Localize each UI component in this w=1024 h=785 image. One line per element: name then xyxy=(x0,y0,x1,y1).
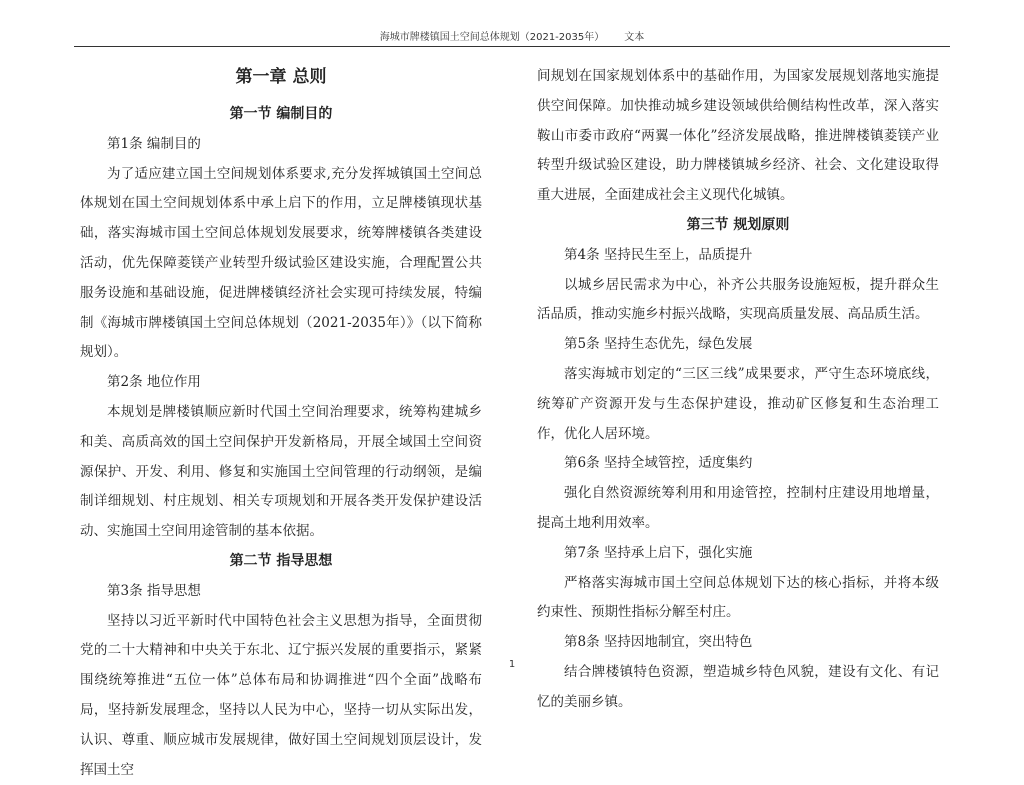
article-8-title: 第8条 坚持因地制宜，突出特色 xyxy=(564,634,753,651)
article-3-body-part2: 间规划在国家规划体系中的基础作用，为国家发展规划落地实施提供空间保障。加快推动城乡建设领域供给侧结构性改革，深入落实鞍山市委市政府“两翼一体化”经济发展战略，推进牌楼镇菱镁产业转型升级试验区建设，助力牌楼镇城乡经济、社会、文化建设取得重大进展，全面建成社会主义现代化城镇。 xyxy=(537,68,939,204)
article-3-title: 第3条 指导思想 xyxy=(107,582,201,599)
article-6-body: 强化自然资源统筹利用和用途管控，控制村庄建设用地增量，提高土地利用效率。 xyxy=(537,485,939,531)
article-1-body: 为了适应建立国土空间规划体系要求,充分发挥城镇国土空间总体规划在国土空间规划体系中承上启下的作用，立足牌楼镇现状基础，落实海城市国土空间总体规划发展要求，统筹牌楼镇各类建设活动，优先保障菱镁产业转型升级试验区建设实施，合理配置公共服务设施和基础设施，促进牌楼镇经济社会实现可持续发展，特编制《海城市牌楼镇国土空间总体规划（2021-2035年）》（以下简称规划）。 xyxy=(80,165,482,361)
article-7-body: 严格落实海城市国土空间总体规划下达的核心指标，并将本级约束性、预期性指标分解至村庄。 xyxy=(537,574,939,621)
section-title-1: 第一节 编制目的 xyxy=(229,106,333,122)
article-2-title: 第2条 地位作用 xyxy=(107,374,201,391)
article-4-title: 第4条 坚持民生至上，品质提升 xyxy=(564,246,753,263)
section-title-3: 第三节 规划原则 xyxy=(686,216,790,233)
section-title-2: 第二节 指导思想 xyxy=(229,552,333,569)
left-column xyxy=(80,62,482,785)
header-tag: 文本 xyxy=(624,32,645,43)
header-title: 海城市牌楼镇国土空间总体规划（2021-2035年） xyxy=(379,32,605,43)
article-4-body: 以城乡居民需求为中心，补齐公共服务设施短板，提升群众生活品质，推动实施乡村振兴战略，实现高质量发展、高品质生活。 xyxy=(537,276,939,323)
article-2-body: 本规划是牌楼镇顺应新时代国土空间治理要求，统筹构建城乡和美、高质高效的国土空间保护开发新格局，开展全域国土空间资源保护、开发、利用、修复和实施国土空间管理的行动纲领，是编制详细规划、村庄规划、相关专项规划和开展各类开发保护建设活动、实施国土空间用途管制的基本依据。 xyxy=(80,403,482,540)
chapter-title: 第一章 总则 xyxy=(235,67,327,87)
article-7-title: 第7条 坚持承上启下，强化实施 xyxy=(564,544,753,561)
article-6-title: 第6条 坚持全域管控，适度集约 xyxy=(564,455,753,472)
article-5-title: 第5条 坚持生态优先，绿色发展 xyxy=(564,336,753,353)
article-3-body-part1: 坚持以习近平新时代中国特色社会主义思想为指导，全面贯彻党的二十大精神和中央关于东北、辽宁振兴发展的重要指示，紧紧围绕统筹推进“五位一体”总体布局和协调推进“四个全面”战略布局，坚持新发展理念，坚持以人民为中心，坚持一切从实际出发，认识、尊重、顺应城市发展规律，做好国土空间规划顶层设计，发挥国土空 xyxy=(80,612,482,778)
article-1-title: 第1条 编制目的 xyxy=(107,135,201,152)
running-header xyxy=(74,30,950,47)
page-number: 1 xyxy=(508,659,516,670)
article-8-body: 结合牌楼镇特色资源，塑造城乡特色风貌，建设有文化、有记忆的美丽乡镇。 xyxy=(537,663,939,710)
article-5-body: 落实海城市划定的“三区三线”成果要求，严守生态环境底线，统筹矿产资源开发与生态保护建设，推动矿区修复和生态治理工作，优化人居环境。 xyxy=(537,365,939,442)
right-column xyxy=(537,62,939,718)
